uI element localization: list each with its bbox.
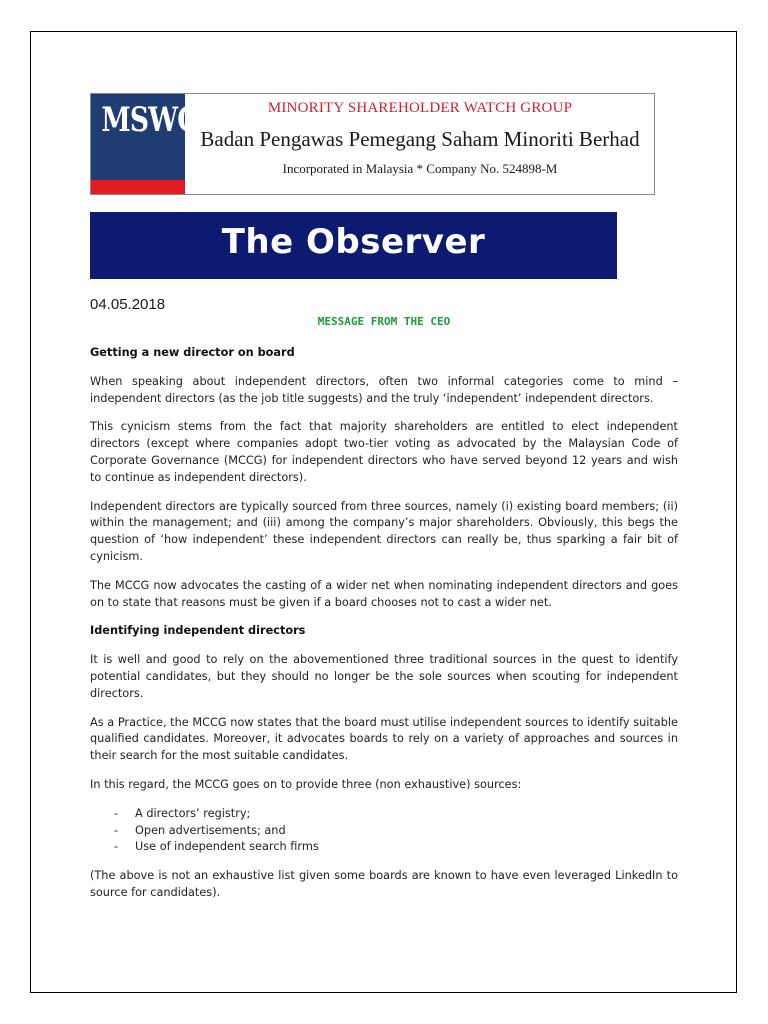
list-item <box>90 806 678 823</box>
incorporation-line: Incorporated in Malaysia * Company No. 524898-M <box>282 161 558 176</box>
paragraph: As a Practice, the MCCG now states that the board must utilise independent sources to identify suitable qualified candidates. Moreover, it advocates boards to rely on a variety of approaches and sources in their search for the most suitable candidates. <box>90 715 678 763</box>
paragraph: Independent directors are typically sourced from three sources, namely (i) existing board members; (ii) within the management; and (iii) among the company’s major shareholders. Obviously, this begs the question of ‘how independent’ these independent directors can really be, thus sparking a fair bit of cynicism. <box>90 499 678 563</box>
publication-date: 04.05.2018 <box>90 296 166 313</box>
list-marker: - <box>114 823 119 837</box>
paragraph: When speaking about independent directors, often two informal categories come to mind – independent directors (as the job title suggests) and the truly ‘independent’ independent directors. <box>90 374 678 405</box>
paragraph: It is well and good to rely on the abovementioned three traditional sources in the quest to identify potential candidates, but they should no longer be the sole sources when scouting for independent directors. <box>90 653 678 700</box>
list-marker: - <box>114 840 119 854</box>
paragraph: In this regard, the MCCG goes on to provide three (non exhaustive) sources: <box>90 777 522 791</box>
list-item <box>90 839 678 856</box>
section-label: MESSAGE FROM THE CEO <box>317 315 451 328</box>
source-list <box>90 806 678 856</box>
article-heading: Getting a new director on board <box>90 346 295 359</box>
logo-text: MSWG <box>101 100 200 140</box>
logo-red-strip <box>91 180 185 194</box>
mswg-logo <box>91 94 200 194</box>
paragraph: The MCCG now advocates the casting of a wider net when nominating independent directors and goes on to state that reasons must be given if a board chooses not to cast a wider net. <box>90 578 678 609</box>
paragraph: This cynicism stems from the fact that majority shareholders are entitled to elect independent directors (except where companies adopt two-tier voting as advocated by the Malaysian Code of Corporate Governance (MCCG) for independent directors who have served beyond 12 years and wish to continue as independent directors). <box>90 420 678 484</box>
list-marker: - <box>114 806 119 820</box>
letterhead <box>90 93 655 195</box>
list-item-text: Use of independent search firms <box>135 840 319 854</box>
list-item-text: A directors’ registry; <box>135 806 251 820</box>
article-heading: Identifying independent directors <box>90 624 306 638</box>
observer-banner <box>90 212 617 279</box>
organization-subtitle: Badan Pengawas Pemegang Saham Minoriti Berhad <box>200 127 640 151</box>
list-item <box>90 823 678 840</box>
banner-title: The Observer <box>221 222 486 262</box>
article-body <box>90 345 678 914</box>
list-item-text: Open advertisements; and <box>135 823 286 837</box>
organization-title: MINORITY SHAREHOLDER WATCH GROUP <box>267 100 573 116</box>
paragraph: (The above is not an exhaustive list given some boards are known to have even leveraged LinkedIn to source for candidates). <box>90 869 678 899</box>
